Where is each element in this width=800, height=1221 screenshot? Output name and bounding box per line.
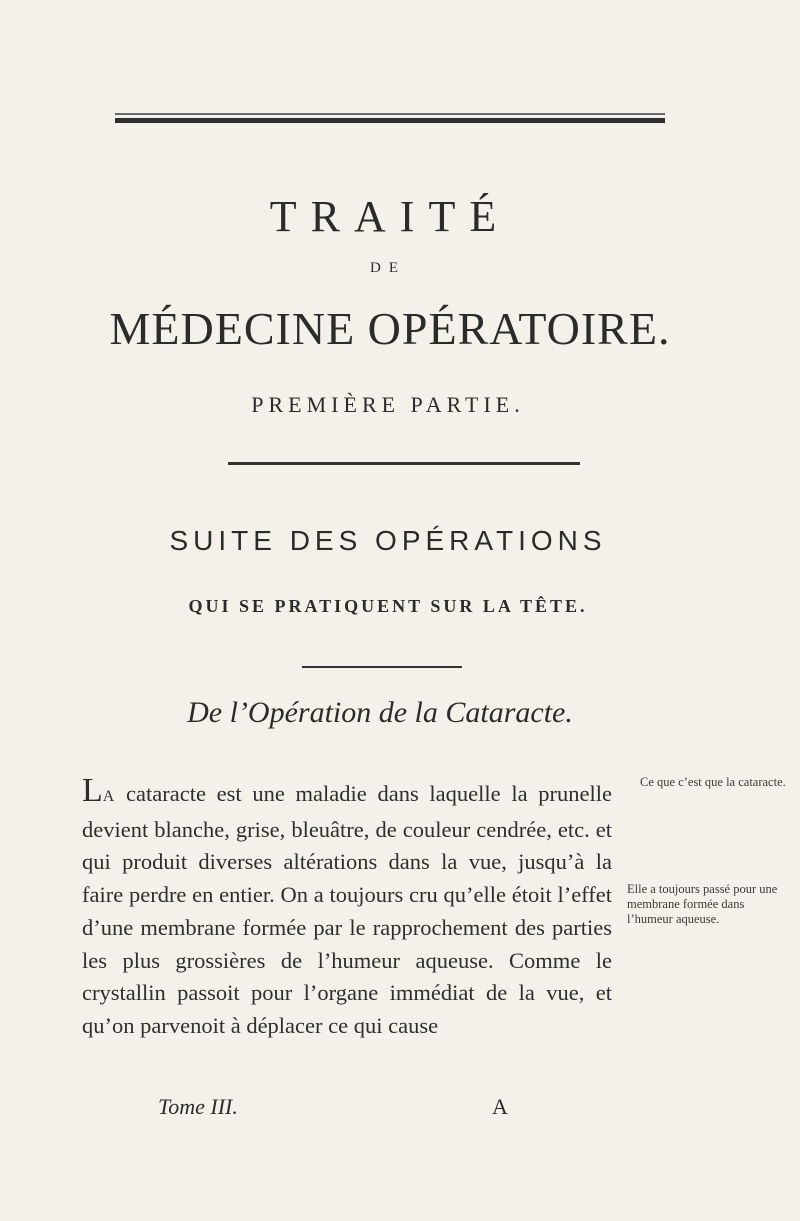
paragraph-text: cataracte est une maladie dans laquelle la prunelle devient blanche, grise, bleuâtre, de couleur cendrée, etc. et qui produit diverses altérations dans la vue, jusqu’à la faire perdre en entier. On a toujours cru qu’elle étoit l’effet d’une membrane formée par le rapprochement des parties les plus grossières de l’humeur aqueuse. Comme le crystallin passoit pour l’organe immédiat de la vue, et qu’on parvenoit à déplacer ce qui cause [82, 781, 612, 1038]
section-heading: SUITE DES OPÉRATIONS [169, 525, 607, 556]
title-connector: DE [370, 260, 406, 276]
margin-note: Ce que c’est que la cataracte. [640, 775, 786, 789]
chapter-title: De l’Opération de la Cataracte. [187, 696, 573, 729]
book-title: TRAITÉ [269, 192, 511, 241]
volume-label: Tome III. [158, 1094, 238, 1119]
book-subject: MÉDECINE OPÉRATOIRE. [109, 303, 671, 354]
top-double-rule [115, 118, 665, 123]
part-title: PREMIÈRE PARTIE. [251, 392, 525, 417]
signature-mark: A [492, 1094, 508, 1119]
section-subheading: QUI SE PRATIQUENT SUR LA TÊTE. [188, 596, 588, 616]
margin-note: Elle a toujours passé pour une membrane formée dans l’humeur aqueuse. [627, 882, 778, 926]
short-divider [302, 666, 462, 668]
small-caps-letter: A [102, 788, 116, 805]
drop-cap: L [82, 772, 103, 809]
section-divider [228, 462, 580, 465]
body-paragraph [82, 774, 612, 1043]
